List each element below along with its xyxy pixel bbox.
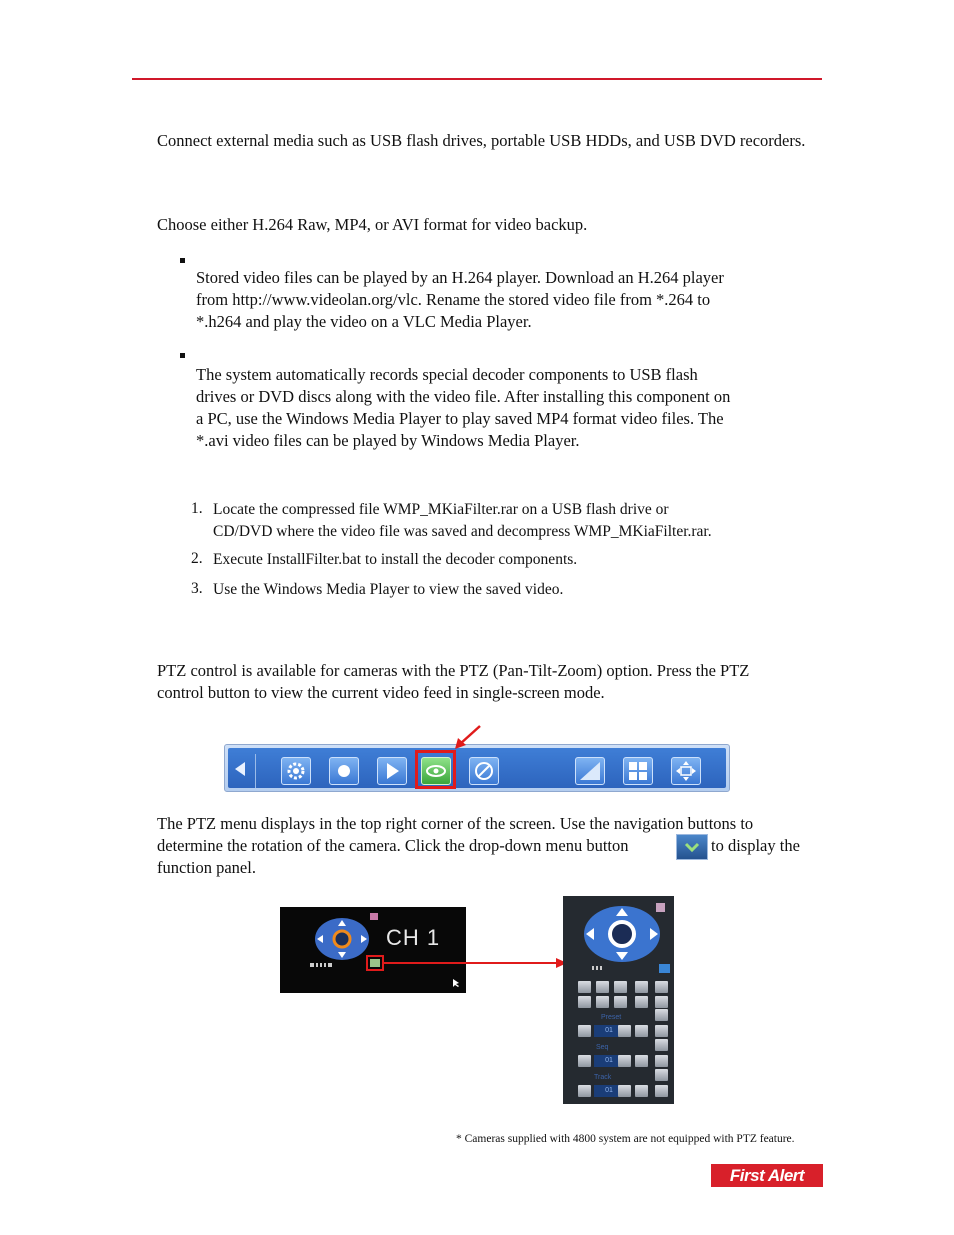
h264-description: Stored video files can be played by an H.264 player. Download an H.264 player from http://www.videolan.org/vlc. Rename the stored video file from *.264 to *.h264 and play the video on a VLC Media Player. <box>196 268 724 331</box>
play-icon <box>378 758 406 784</box>
ptz-menu-paragraph-end: to display the <box>711 836 800 855</box>
quad-view-icon <box>624 758 652 784</box>
step-text: Use the Windows Media Player to view the saved video. <box>213 581 564 598</box>
ptz-paragraph: PTZ control is available for cameras with the PTZ (Pan-Tilt-Zoom) option. Press the PTZ control button to view the current video feed in single-screen mode. <box>157 661 750 702</box>
view-button[interactable] <box>655 1025 668 1037</box>
zoom-in-button[interactable] <box>578 981 591 993</box>
preset-label: Preset <box>601 1014 622 1021</box>
bullet-marker <box>180 353 185 358</box>
single-view-button[interactable] <box>575 757 605 785</box>
close-icon[interactable] <box>656 903 665 912</box>
compass-button[interactable] <box>469 757 499 785</box>
settings-button[interactable] <box>281 757 311 785</box>
mouse-cursor-icon <box>452 978 460 988</box>
view-button[interactable] <box>655 1055 668 1067</box>
ptz-option-button[interactable] <box>614 996 627 1008</box>
bullet-marker <box>180 258 185 263</box>
step-number: 1. <box>191 500 203 517</box>
compass-icon <box>470 758 498 784</box>
intro-paragraph: Connect external media such as USB flash drives, portable USB HDDs, and USB DVD recorders. <box>157 131 806 150</box>
ptz-option-button[interactable] <box>596 996 609 1008</box>
seq-value[interactable]: 01 <box>594 1055 624 1067</box>
iris-open-button[interactable] <box>635 981 648 993</box>
set-button[interactable] <box>635 1085 648 1097</box>
dropdown-menu-button[interactable] <box>676 834 708 860</box>
edit-button[interactable] <box>655 1069 668 1081</box>
chevron-down-icon <box>677 835 707 859</box>
edit-button[interactable] <box>655 1039 668 1051</box>
step-number: 3. <box>191 580 203 597</box>
step-text: Locate the compressed file WMP_MKiaFilter.rar on a USB flash drive or CD/DVD where the video file was saved and decompress WMP_MKiaFilter.rar. <box>213 501 712 540</box>
back-arrow-icon[interactable] <box>234 762 246 776</box>
iris-close-button[interactable] <box>655 981 668 993</box>
ptz-button-highlight <box>415 750 456 789</box>
set-button[interactable] <box>635 1055 648 1067</box>
prev-button[interactable] <box>578 1085 591 1097</box>
focus-button[interactable] <box>614 981 627 993</box>
edit-button[interactable] <box>655 1009 668 1021</box>
track-label: Track <box>594 1074 612 1081</box>
prev-button[interactable] <box>578 1025 591 1037</box>
mp4-avi-description: The system automatically records special decoder components to USB flash drives or DVD discs along with the video file. After installing this component on a PC, use the Windows Media Player to play saved MP4 format video files. The *.avi video files can be played by Windows Media Player. <box>196 365 731 450</box>
settings-gear-icon <box>282 758 310 784</box>
quad-view-button[interactable] <box>623 757 653 785</box>
signal-indicator <box>310 963 332 967</box>
next-button[interactable] <box>618 1085 631 1097</box>
pointer-arrow-icon <box>452 724 482 752</box>
ptz-direction-pad[interactable] <box>314 917 370 961</box>
dropdown-button[interactable] <box>370 959 380 967</box>
record-icon <box>330 758 358 784</box>
play-button[interactable] <box>377 757 407 785</box>
next-button[interactable] <box>618 1055 631 1067</box>
first-alert-logo: First Alert <box>711 1164 823 1187</box>
format-paragraph: Choose either H.264 Raw, MP4, or AVI format for video backup. <box>157 215 588 234</box>
step-number: 2. <box>191 550 203 567</box>
record-button[interactable] <box>329 757 359 785</box>
close-icon[interactable] <box>370 913 378 920</box>
connector-arrow <box>384 956 568 970</box>
fullscreen-button[interactable] <box>671 757 701 785</box>
step-text: Execute InstallFilter.bat to install the decoder components. <box>213 551 578 568</box>
next-button[interactable] <box>618 1025 631 1037</box>
ptz-option-button[interactable] <box>635 996 648 1008</box>
zoom-out-button[interactable] <box>596 981 609 993</box>
header-rule <box>132 78 822 80</box>
ptz-option-button[interactable] <box>655 996 668 1008</box>
toolbar-divider <box>255 754 256 788</box>
prev-button[interactable] <box>578 1055 591 1067</box>
seq-label: Seq <box>596 1044 609 1051</box>
channel-label: CH 1 <box>386 925 441 950</box>
ptz-menu-paragraph: The PTZ menu displays in the top right corner of the screen. Use the navigation buttons to determine the rotation of the camera. Click the drop-down menu button function panel. <box>157 814 754 877</box>
ptz-direction-pad[interactable] <box>583 905 663 963</box>
set-button[interactable] <box>635 1025 648 1037</box>
preset-value[interactable]: 01 <box>594 1025 624 1037</box>
fullscreen-icon <box>672 758 700 784</box>
footnote: * Cameras supplied with 4800 system are not equipped with PTZ feature. <box>456 1133 795 1145</box>
ptz-option-button[interactable] <box>578 996 591 1008</box>
track-value[interactable]: 01 <box>594 1085 624 1097</box>
view-button[interactable] <box>655 1085 668 1097</box>
signal-indicator <box>592 966 604 970</box>
ptz-function-panel <box>563 896 674 1104</box>
single-view-icon <box>576 758 604 784</box>
collapse-button[interactable] <box>659 964 670 973</box>
